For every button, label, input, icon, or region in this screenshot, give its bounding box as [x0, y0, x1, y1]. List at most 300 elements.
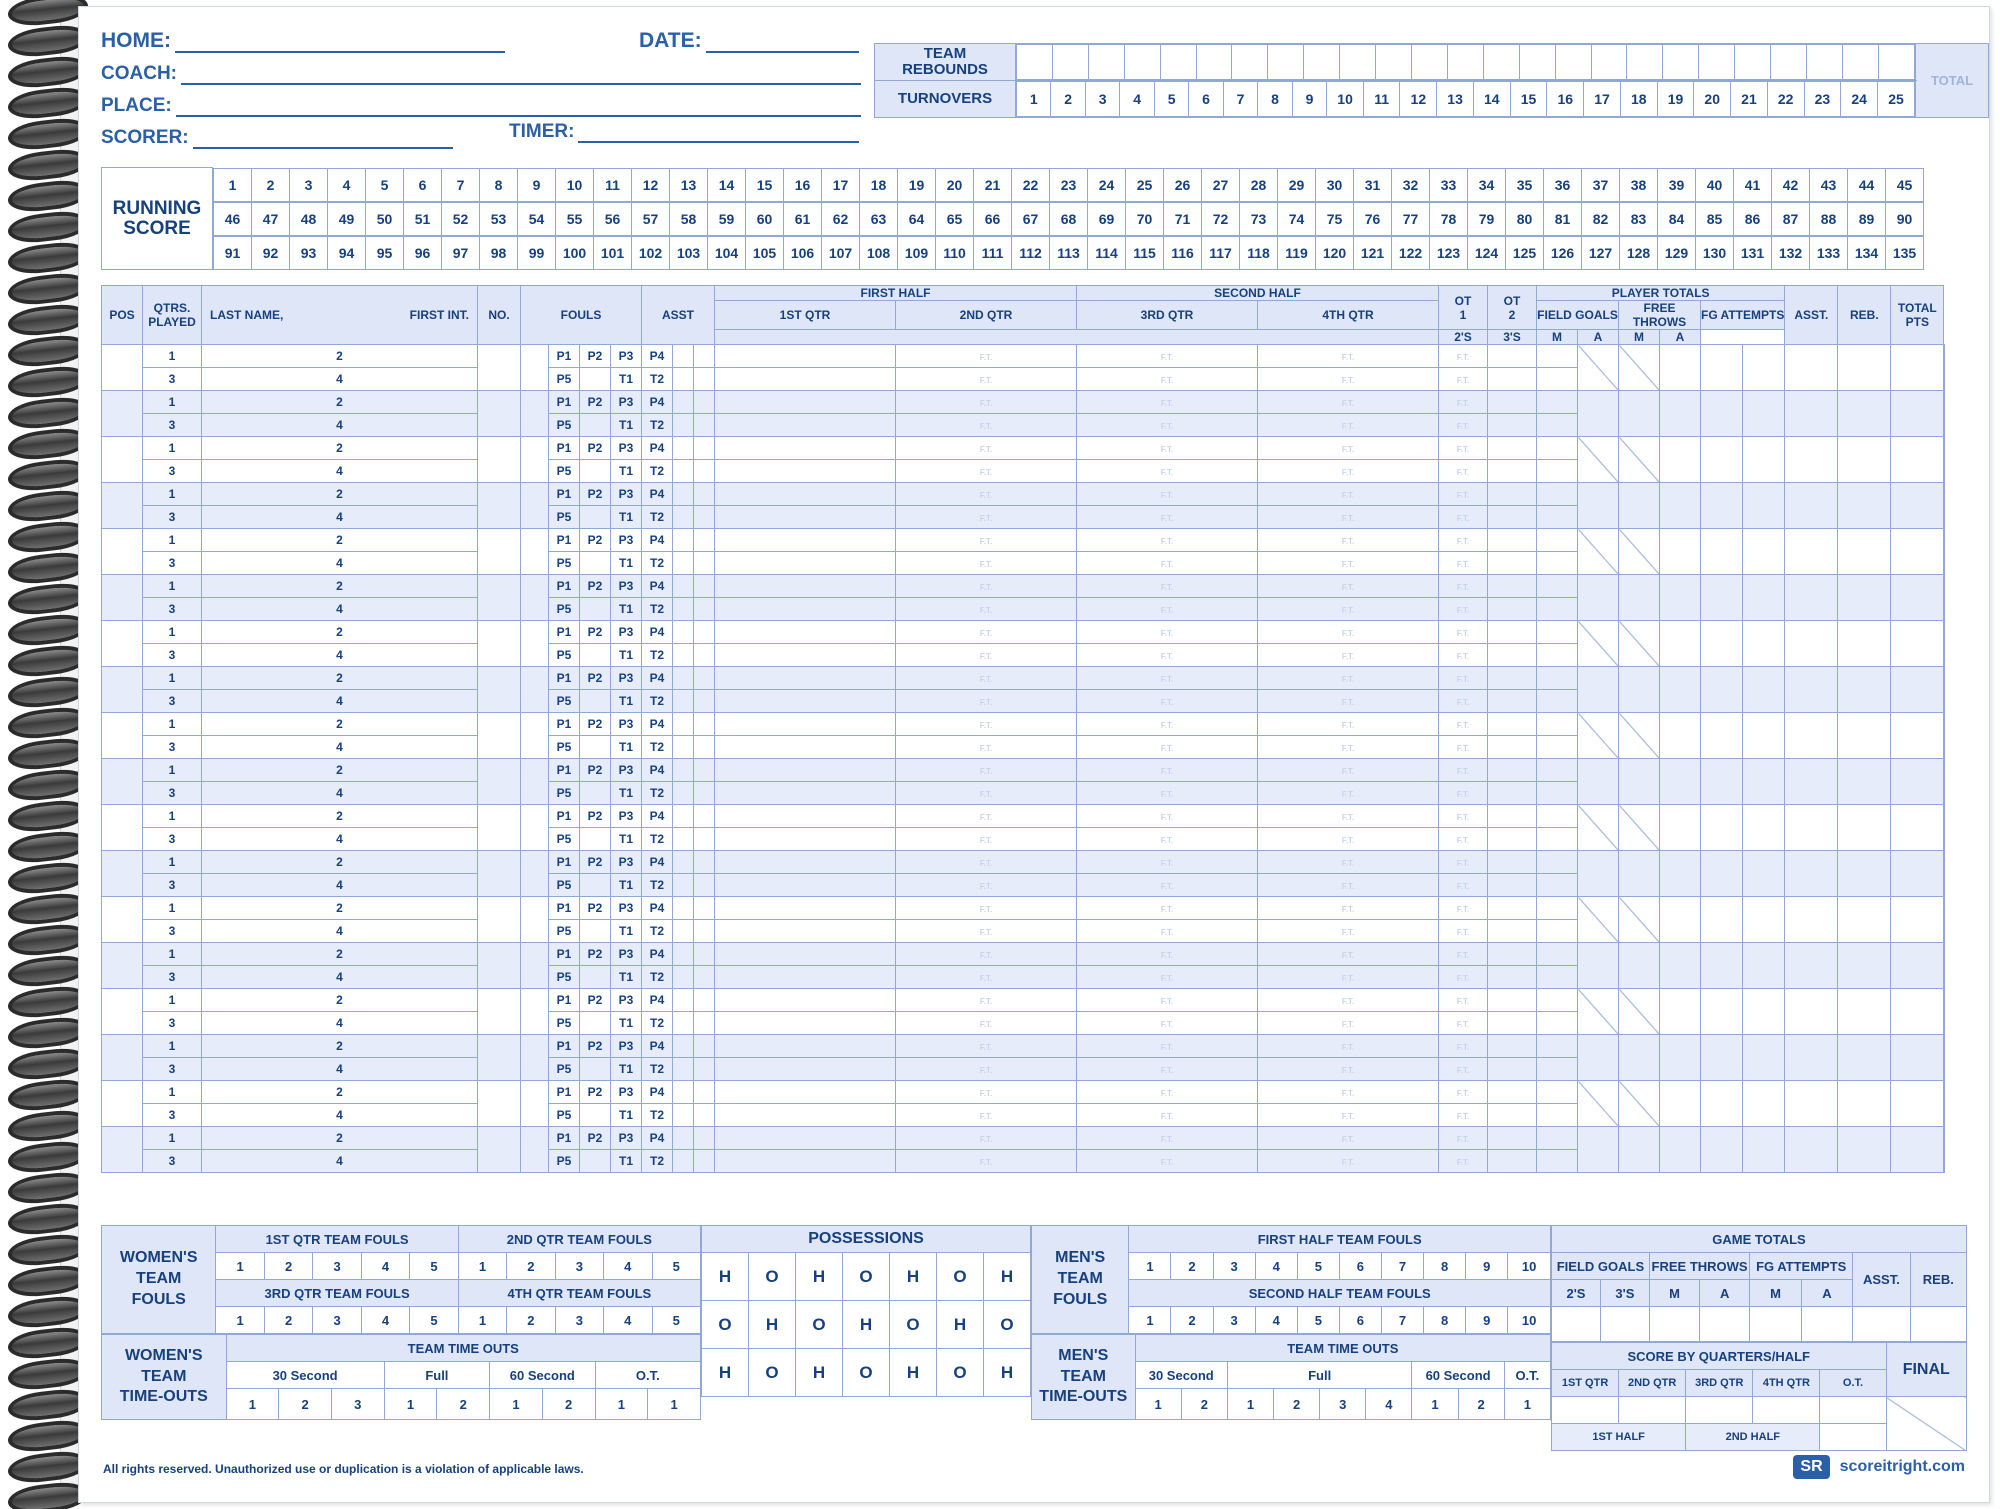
q2-shot-cell[interactable]: F.T. [1077, 552, 1258, 575]
foul-cell-t2[interactable]: T2 [642, 920, 673, 943]
asst-cell[interactable] [694, 414, 715, 437]
running-score-cell[interactable]: 22 [1012, 168, 1050, 201]
player-number-cell[interactable] [521, 529, 549, 575]
possession-cell[interactable]: H [796, 1349, 843, 1397]
asst-cell[interactable] [715, 828, 896, 851]
foul-cell-p4[interactable]: P4 [642, 713, 673, 736]
running-score-cell[interactable]: 20 [936, 168, 974, 201]
foul-cell-t1[interactable]: T1 [611, 644, 642, 667]
team-rebound-cell[interactable] [1340, 45, 1376, 80]
team-foul-cell[interactable]: 3 [313, 1253, 361, 1280]
ot1-cell[interactable] [1488, 1058, 1537, 1081]
totals-fga-att-cell[interactable] [1785, 391, 1838, 437]
running-score-cell[interactable]: 125 [1506, 236, 1544, 269]
totals-fga-made-cell[interactable] [1743, 897, 1785, 943]
possession-cell[interactable]: O [937, 1253, 984, 1301]
foul-cell-p2[interactable]: P2 [580, 759, 611, 782]
ot2-cell[interactable] [1537, 460, 1578, 483]
qtr-played-3[interactable]: 3 [143, 506, 202, 529]
q4-shot-cell[interactable]: F.T. [1439, 736, 1488, 759]
foul-cell-p2[interactable]: P2 [580, 437, 611, 460]
ot1-cell[interactable] [1488, 552, 1537, 575]
asst-cell[interactable] [694, 1035, 715, 1058]
running-score-cell[interactable]: 83 [1620, 202, 1658, 235]
table-row[interactable] [102, 851, 1945, 874]
qtr-played-4[interactable]: 4 [202, 414, 478, 437]
foul-cell-p1[interactable]: P1 [549, 713, 580, 736]
totals-twos-cell[interactable] [1578, 851, 1619, 897]
q4-shot-cell[interactable]: F.T. [1439, 460, 1488, 483]
foul-cell-p4[interactable]: P4 [642, 345, 673, 368]
running-score-cell[interactable]: 28 [1240, 168, 1278, 201]
foul-cell-p4[interactable]: P4 [642, 575, 673, 598]
home-input-line[interactable] [175, 33, 505, 53]
asst-cell[interactable] [673, 1058, 694, 1081]
player-pos-cell[interactable] [102, 621, 143, 667]
foul-cell-p2[interactable]: P2 [580, 897, 611, 920]
totals-fga-att-cell[interactable] [1785, 713, 1838, 759]
running-score-cell[interactable]: 63 [860, 202, 898, 235]
running-score-cell[interactable]: 89 [1848, 202, 1886, 235]
team-foul-cell[interactable]: 3 [1213, 1307, 1255, 1334]
asst-cell[interactable] [715, 598, 896, 621]
qtr-played-3[interactable]: 3 [143, 552, 202, 575]
totals-ft-made-cell[interactable] [1660, 437, 1701, 483]
totals-reb-cell[interactable] [1891, 621, 1944, 667]
running-score-cell[interactable]: 49 [328, 202, 366, 235]
ot2-cell[interactable] [1537, 943, 1578, 966]
player-pos-cell[interactable] [102, 1035, 143, 1081]
running-score-cell[interactable]: 59 [708, 202, 746, 235]
timer-input-line[interactable] [578, 123, 859, 143]
running-score-cell[interactable]: 117 [1202, 236, 1240, 269]
asst-cell[interactable] [673, 483, 694, 506]
totals-ft-made-cell[interactable] [1660, 713, 1701, 759]
q1-shot-cell[interactable]: F.T. [896, 782, 1077, 805]
coach-input-line[interactable] [181, 65, 861, 85]
asst-cell[interactable] [715, 506, 896, 529]
foul-blank-cell[interactable] [580, 1058, 611, 1081]
foul-cell-p4[interactable]: P4 [642, 483, 673, 506]
q4-shot-cell[interactable]: F.T. [1439, 529, 1488, 552]
foul-cell-t2[interactable]: T2 [642, 966, 673, 989]
running-score-cell[interactable]: 1 [214, 168, 252, 201]
running-score-cell[interactable]: 109 [898, 236, 936, 269]
table-row[interactable] [102, 345, 1945, 368]
running-score-cell[interactable]: 73 [1240, 202, 1278, 235]
q2-shot-cell[interactable]: F.T. [1077, 782, 1258, 805]
totals-fga-made-cell[interactable] [1743, 391, 1785, 437]
player-number-cell[interactable] [521, 483, 549, 529]
ot2-cell[interactable] [1537, 989, 1578, 1012]
running-score-cell[interactable]: 19 [898, 168, 936, 201]
q3-shot-cell[interactable]: F.T. [1258, 460, 1439, 483]
asst-cell[interactable] [673, 506, 694, 529]
q2-shot-cell[interactable]: F.T. [1077, 989, 1258, 1012]
ot2-cell[interactable] [1537, 506, 1578, 529]
running-score-cell[interactable]: 4 [328, 168, 366, 201]
running-score-cell[interactable]: 11 [594, 168, 632, 201]
q1-shot-cell[interactable]: F.T. [896, 1127, 1077, 1150]
totals-threes-cell[interactable] [1619, 1081, 1660, 1127]
q2-shot-cell[interactable]: F.T. [1077, 368, 1258, 391]
qtr-played-4[interactable]: 4 [202, 598, 478, 621]
running-score-cell[interactable]: 95 [366, 236, 404, 269]
foul-cell-p1[interactable]: P1 [549, 1127, 580, 1150]
team-foul-cell[interactable]: 8 [1424, 1253, 1466, 1280]
turnover-number-cell[interactable]: 19 [1657, 82, 1694, 117]
totals-reb-cell[interactable] [1891, 1081, 1944, 1127]
team-foul-cell[interactable]: 1 [458, 1307, 506, 1334]
ot2-cell[interactable] [1537, 690, 1578, 713]
qtr-played-2[interactable]: 2 [202, 437, 478, 460]
totals-asst-cell[interactable] [1838, 989, 1891, 1035]
foul-cell-p5[interactable]: P5 [549, 920, 580, 943]
running-score-cell[interactable]: 18 [860, 168, 898, 201]
q3-shot-cell[interactable]: F.T. [1258, 759, 1439, 782]
team-foul-cell[interactable]: 4 [604, 1253, 652, 1280]
sbq-cell[interactable] [1686, 1397, 1753, 1424]
q4-shot-cell[interactable]: F.T. [1439, 345, 1488, 368]
q1-shot-cell[interactable]: F.T. [896, 667, 1077, 690]
running-score-cell[interactable]: 10 [556, 168, 594, 201]
table-row[interactable] [102, 1081, 1945, 1104]
table-row[interactable] [102, 805, 1945, 828]
ot2-cell[interactable] [1537, 966, 1578, 989]
team-foul-cell[interactable]: 5 [1297, 1253, 1339, 1280]
foul-cell-t2[interactable]: T2 [642, 414, 673, 437]
running-score-cell[interactable]: 66 [974, 202, 1012, 235]
foul-cell-p5[interactable]: P5 [549, 1150, 580, 1173]
asst-cell[interactable] [715, 1081, 896, 1104]
ot1-cell[interactable] [1488, 529, 1537, 552]
team-rebound-cell[interactable] [1699, 45, 1735, 80]
player-pos-cell[interactable] [102, 897, 143, 943]
running-score-cell[interactable]: 61 [784, 202, 822, 235]
ot1-cell[interactable] [1488, 1081, 1537, 1104]
timeout-value-cell[interactable]: 2 [1274, 1389, 1320, 1420]
q2-shot-cell[interactable]: F.T. [1077, 920, 1258, 943]
qtr-played-2[interactable]: 2 [202, 989, 478, 1012]
running-score-cell[interactable]: 110 [936, 236, 974, 269]
running-score-cell[interactable]: 130 [1696, 236, 1734, 269]
running-score-cell[interactable]: 135 [1886, 236, 1924, 269]
running-score-cell[interactable]: 24 [1088, 168, 1126, 201]
qtr-played-1[interactable]: 1 [143, 851, 202, 874]
asst-cell[interactable] [694, 368, 715, 391]
q2-shot-cell[interactable]: F.T. [1077, 529, 1258, 552]
qtr-played-4[interactable]: 4 [202, 368, 478, 391]
q3-shot-cell[interactable]: F.T. [1258, 736, 1439, 759]
game-totals-cell[interactable] [1552, 1307, 1601, 1342]
running-score-cell[interactable]: 76 [1354, 202, 1392, 235]
foul-cell-p1[interactable]: P1 [549, 575, 580, 598]
asst-cell[interactable] [694, 805, 715, 828]
running-score-cell[interactable]: 46 [214, 202, 252, 235]
foul-cell-p1[interactable]: P1 [549, 759, 580, 782]
asst-cell[interactable] [715, 552, 896, 575]
foul-cell-p3[interactable]: P3 [611, 1035, 642, 1058]
player-name-cell[interactable] [478, 897, 521, 943]
team-foul-cell[interactable]: 4 [361, 1307, 409, 1334]
ot1-cell[interactable] [1488, 1012, 1537, 1035]
possessions-row-3[interactable] [702, 1349, 1031, 1397]
qtr-played-1[interactable]: 1 [143, 713, 202, 736]
qtr-played-1[interactable]: 1 [143, 989, 202, 1012]
foul-cell-t1[interactable]: T1 [611, 874, 642, 897]
totals-fga-att-cell[interactable] [1785, 1127, 1838, 1173]
foul-cell-p5[interactable]: P5 [549, 966, 580, 989]
totals-threes-cell[interactable] [1619, 391, 1660, 437]
totals-twos-cell[interactable] [1578, 759, 1619, 805]
sbq-cell[interactable] [1753, 1397, 1820, 1424]
totals-fga-att-cell[interactable] [1785, 529, 1838, 575]
place-field-row[interactable] [101, 85, 861, 117]
foul-cell-p2[interactable]: P2 [580, 483, 611, 506]
player-number-cell[interactable] [521, 759, 549, 805]
asst-cell[interactable] [715, 920, 896, 943]
q3-shot-cell[interactable]: F.T. [1258, 828, 1439, 851]
asst-cell[interactable] [715, 667, 896, 690]
qtr-played-4[interactable]: 4 [202, 920, 478, 943]
foul-blank-cell[interactable] [580, 736, 611, 759]
ot1-cell[interactable] [1488, 1127, 1537, 1150]
totals-threes-cell[interactable] [1619, 1127, 1660, 1173]
totals-threes-cell[interactable] [1619, 1035, 1660, 1081]
totals-fga-made-cell[interactable] [1743, 943, 1785, 989]
foul-blank-cell[interactable] [580, 644, 611, 667]
team-rebound-cell[interactable] [1771, 45, 1807, 80]
player-number-cell[interactable] [521, 943, 549, 989]
q4-shot-cell[interactable]: F.T. [1439, 368, 1488, 391]
qtr-played-2[interactable]: 2 [202, 345, 478, 368]
asst-cell[interactable] [694, 690, 715, 713]
qtr-played-3[interactable]: 3 [143, 460, 202, 483]
foul-cell-p4[interactable]: P4 [642, 621, 673, 644]
table-row[interactable] [102, 759, 1945, 782]
table-row[interactable] [102, 391, 1945, 414]
running-score-cell[interactable]: 32 [1392, 168, 1430, 201]
team-foul-cell[interactable]: 2 [264, 1253, 312, 1280]
asst-cell[interactable] [715, 621, 896, 644]
totals-points-cell[interactable] [1944, 529, 1945, 575]
foul-cell-t2[interactable]: T2 [642, 1104, 673, 1127]
totals-threes-cell[interactable] [1619, 483, 1660, 529]
totals-ft-att-cell[interactable] [1701, 805, 1743, 851]
player-pos-cell[interactable] [102, 483, 143, 529]
asst-cell[interactable] [715, 1012, 896, 1035]
team-foul-cell[interactable]: 1 [216, 1253, 264, 1280]
running-score-cell[interactable]: 52 [442, 202, 480, 235]
totals-fga-att-cell[interactable] [1785, 943, 1838, 989]
turnover-number-cell[interactable]: 3 [1085, 82, 1119, 117]
score-by-quarters-entry-row[interactable] [1552, 1397, 1967, 1424]
running-score-cell[interactable]: 43 [1810, 168, 1848, 201]
running-score-cell[interactable]: 37 [1582, 168, 1620, 201]
running-score-cell[interactable]: 60 [746, 202, 784, 235]
player-name-cell[interactable] [478, 805, 521, 851]
ot2-cell[interactable] [1537, 1127, 1578, 1150]
running-score-cell[interactable]: 108 [860, 236, 898, 269]
ot1-cell[interactable] [1488, 368, 1537, 391]
qtr-played-3[interactable]: 3 [143, 1058, 202, 1081]
ot2-cell[interactable] [1537, 736, 1578, 759]
foul-cell-t2[interactable]: T2 [642, 736, 673, 759]
running-score-cells-1[interactable] [213, 168, 1925, 202]
turnover-number-cell[interactable]: 20 [1694, 82, 1731, 117]
q4-shot-cell[interactable]: F.T. [1439, 805, 1488, 828]
totals-asst-cell[interactable] [1838, 621, 1891, 667]
q3-shot-cell[interactable]: F.T. [1258, 690, 1439, 713]
running-score-cell[interactable]: 87 [1772, 202, 1810, 235]
player-name-cell[interactable] [478, 575, 521, 621]
player-number-cell[interactable] [521, 621, 549, 667]
ot1-cell[interactable] [1488, 1150, 1537, 1173]
table-row[interactable] [102, 943, 1945, 966]
totals-fga-made-cell[interactable] [1743, 851, 1785, 897]
asst-cell[interactable] [715, 736, 896, 759]
asst-cell[interactable] [715, 368, 896, 391]
q1-shot-cell[interactable]: F.T. [896, 1150, 1077, 1173]
totals-threes-cell[interactable] [1619, 943, 1660, 989]
running-score-cell[interactable]: 92 [252, 236, 290, 269]
foul-cell-p3[interactable]: P3 [611, 483, 642, 506]
totals-asst-cell[interactable] [1838, 483, 1891, 529]
team-foul-cell[interactable]: 2 [507, 1307, 555, 1334]
totals-asst-cell[interactable] [1838, 805, 1891, 851]
foul-cell-p4[interactable]: P4 [642, 851, 673, 874]
q4-shot-cell[interactable]: F.T. [1439, 414, 1488, 437]
asst-cell[interactable] [694, 920, 715, 943]
running-score-cell[interactable]: 90 [1886, 202, 1924, 235]
team-foul-cell[interactable]: 3 [313, 1307, 361, 1334]
timeout-value-cell[interactable]: 3 [331, 1389, 384, 1420]
ot1-cell[interactable] [1488, 621, 1537, 644]
totals-threes-cell[interactable] [1619, 897, 1660, 943]
team-foul-cell[interactable]: 9 [1466, 1307, 1508, 1334]
running-score-cell[interactable]: 86 [1734, 202, 1772, 235]
asst-cell[interactable] [673, 782, 694, 805]
asst-cell[interactable] [673, 1150, 694, 1173]
running-score-cell[interactable]: 72 [1202, 202, 1240, 235]
player-number-cell[interactable] [521, 1127, 549, 1173]
possession-cell[interactable]: O [843, 1349, 890, 1397]
foul-cell-p2[interactable]: P2 [580, 345, 611, 368]
ot2-cell[interactable] [1537, 667, 1578, 690]
ot2-cell[interactable] [1537, 483, 1578, 506]
foul-cell-p5[interactable]: P5 [549, 782, 580, 805]
foul-cell-t2[interactable]: T2 [642, 782, 673, 805]
totals-asst-cell[interactable] [1838, 1081, 1891, 1127]
possession-cell[interactable]: H [702, 1253, 749, 1301]
player-name-cell[interactable] [478, 1081, 521, 1127]
foul-cell-t1[interactable]: T1 [611, 690, 642, 713]
totals-reb-cell[interactable] [1891, 345, 1944, 391]
q4-shot-cell[interactable]: F.T. [1439, 621, 1488, 644]
q4-shot-cell[interactable]: F.T. [1439, 851, 1488, 874]
totals-twos-cell[interactable] [1578, 713, 1619, 759]
q4-shot-cell[interactable]: F.T. [1439, 943, 1488, 966]
q4-shot-cell[interactable]: F.T. [1439, 713, 1488, 736]
totals-points-cell[interactable] [1944, 851, 1945, 897]
team-foul-cell[interactable]: 4 [361, 1253, 409, 1280]
running-score-cell[interactable]: 75 [1316, 202, 1354, 235]
q4-shot-cell[interactable]: F.T. [1439, 782, 1488, 805]
running-score-cell[interactable]: 21 [974, 168, 1012, 201]
qtr-played-3[interactable]: 3 [143, 598, 202, 621]
asst-cell[interactable] [673, 874, 694, 897]
team-foul-cell[interactable]: 6 [1339, 1253, 1381, 1280]
foul-cell-p4[interactable]: P4 [642, 759, 673, 782]
qtr-played-4[interactable]: 4 [202, 1012, 478, 1035]
team-rebound-cell[interactable] [1627, 45, 1663, 80]
totals-fga-made-cell[interactable] [1743, 529, 1785, 575]
running-score-cell[interactable]: 113 [1050, 236, 1088, 269]
running-score-cell[interactable]: 8 [480, 168, 518, 201]
foul-cell-t1[interactable]: T1 [611, 1150, 642, 1173]
totals-twos-cell[interactable] [1578, 1081, 1619, 1127]
totals-reb-cell[interactable] [1891, 1127, 1944, 1173]
running-score-cell[interactable]: 12 [632, 168, 670, 201]
team-rebound-cell[interactable] [1591, 45, 1627, 80]
qtr-played-2[interactable]: 2 [202, 621, 478, 644]
foul-cell-p3[interactable]: P3 [611, 575, 642, 598]
foul-cell-p5[interactable]: P5 [549, 368, 580, 391]
foul-cell-p1[interactable]: P1 [549, 851, 580, 874]
foul-cell-p4[interactable]: P4 [642, 667, 673, 690]
ot1-cell[interactable] [1488, 828, 1537, 851]
qtr-played-1[interactable]: 1 [143, 345, 202, 368]
q1-shot-cell[interactable]: F.T. [896, 460, 1077, 483]
qtr-played-2[interactable]: 2 [202, 391, 478, 414]
qtr-played-1[interactable]: 1 [143, 667, 202, 690]
totals-threes-cell[interactable] [1619, 667, 1660, 713]
player-pos-cell[interactable] [102, 759, 143, 805]
running-score-cell[interactable]: 134 [1848, 236, 1886, 269]
running-score-cell[interactable]: 65 [936, 202, 974, 235]
q2-shot-cell[interactable]: F.T. [1077, 805, 1258, 828]
q4-shot-cell[interactable]: F.T. [1439, 874, 1488, 897]
running-score-cell[interactable]: 47 [252, 202, 290, 235]
q1-shot-cell[interactable]: F.T. [896, 736, 1077, 759]
player-number-cell[interactable] [521, 345, 549, 391]
asst-cell[interactable] [694, 828, 715, 851]
asst-cell[interactable] [715, 851, 896, 874]
foul-blank-cell[interactable] [580, 506, 611, 529]
qtr-played-4[interactable]: 4 [202, 828, 478, 851]
game-totals-cell[interactable] [1750, 1307, 1802, 1342]
totals-ft-att-cell[interactable] [1701, 345, 1743, 391]
foul-cell-t2[interactable]: T2 [642, 644, 673, 667]
running-score-cell[interactable]: 85 [1696, 202, 1734, 235]
table-row[interactable] [102, 667, 1945, 690]
totals-twos-cell[interactable] [1578, 345, 1619, 391]
possession-cell[interactable]: H [984, 1349, 1031, 1397]
totals-ft-made-cell[interactable] [1660, 759, 1701, 805]
foul-cell-p5[interactable]: P5 [549, 736, 580, 759]
q3-shot-cell[interactable]: F.T. [1258, 644, 1439, 667]
totals-fga-made-cell[interactable] [1743, 345, 1785, 391]
totals-twos-cell[interactable] [1578, 575, 1619, 621]
asst-cell[interactable] [715, 575, 896, 598]
asst-cell[interactable] [673, 1035, 694, 1058]
totals-fga-att-cell[interactable] [1785, 805, 1838, 851]
q1-shot-cell[interactable]: F.T. [896, 989, 1077, 1012]
q1-shot-cell[interactable]: F.T. [896, 1012, 1077, 1035]
table-row[interactable] [102, 897, 1945, 920]
table-row[interactable] [102, 989, 1945, 1012]
qtr-played-2[interactable]: 2 [202, 575, 478, 598]
